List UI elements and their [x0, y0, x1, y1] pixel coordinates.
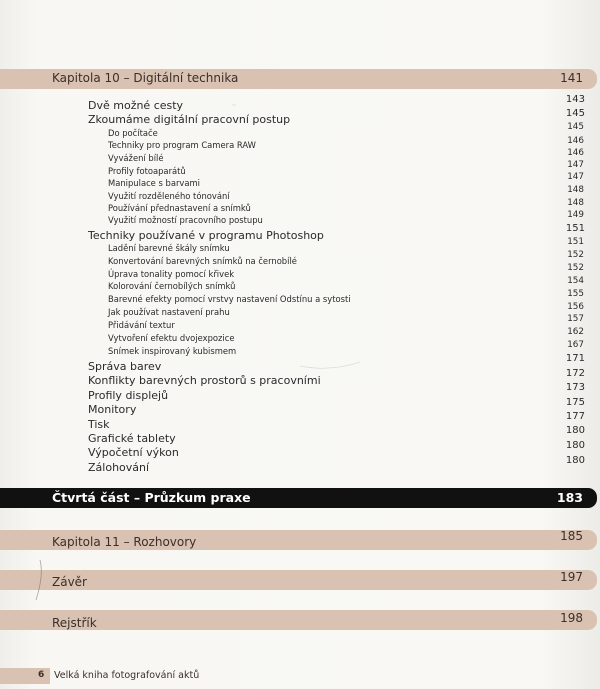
- toc-page: 157: [567, 314, 584, 324]
- toc-page: 148: [567, 198, 584, 208]
- toc-subentry[interactable]: Jak používat nastavení prahu: [108, 307, 230, 317]
- toc-page: 180: [565, 455, 585, 466]
- chapter-10-page: 141: [560, 71, 583, 85]
- toc-subentry[interactable]: Ladění barevné škály snímku: [108, 243, 230, 253]
- conclusion-page: 197: [560, 570, 583, 584]
- toc-subentry[interactable]: Konvertování barevných snímků na černobílé: [108, 256, 297, 266]
- toc-entry[interactable]: Správa barev: [88, 360, 162, 373]
- toc-page: 145: [565, 108, 585, 119]
- toc-page: 156: [567, 302, 584, 312]
- part-4-page: 183: [556, 490, 583, 505]
- toc-subentry[interactable]: Využití rozděleného tónování: [108, 191, 230, 201]
- toc-subentry[interactable]: Používání přednastavení a snímků: [108, 203, 251, 213]
- footer-page-number: 6: [38, 670, 45, 680]
- toc-page: 152: [567, 263, 584, 273]
- toc-page: 146: [567, 148, 584, 158]
- toc-subentry[interactable]: Snímek inspirovaný kubismem: [108, 346, 237, 356]
- chapter-11-header[interactable]: [0, 530, 597, 550]
- toc-entry[interactable]: Konflikty barevných prostorů s pracovními: [88, 374, 321, 387]
- toc-page: 162: [567, 327, 584, 337]
- toc-entry[interactable]: Monitory: [88, 403, 137, 416]
- toc-page: 143: [565, 94, 585, 105]
- index-title: Rejstřík: [52, 616, 97, 630]
- toc-subentry[interactable]: Využití možností pracovního postupu: [108, 215, 263, 225]
- toc-page: 146: [567, 136, 584, 146]
- toc-entry[interactable]: Výpočetní výkon: [88, 446, 179, 459]
- toc-page: 180: [565, 440, 585, 451]
- toc-page: 167: [567, 340, 584, 350]
- toc-page: 152: [567, 250, 584, 260]
- toc-page: 175: [565, 397, 585, 408]
- chapter-11-page: 185: [560, 529, 583, 543]
- toc-subentry[interactable]: Profily fotoaparátů: [108, 166, 186, 176]
- toc-entry[interactable]: Techniky používané v programu Photoshop: [88, 229, 324, 242]
- toc-subentry[interactable]: Techniky pro program Camera RAW: [108, 140, 256, 150]
- toc-entry[interactable]: Grafické tablety: [88, 432, 176, 445]
- footer-book-title: Velká kniha fotografování aktů: [54, 670, 200, 681]
- conclusion-title: Závěr: [52, 575, 87, 589]
- toc-page: 155: [567, 289, 584, 299]
- toc-page: 145: [567, 122, 584, 132]
- toc-subentry[interactable]: Manipulace s barvami: [108, 178, 200, 188]
- toc-page: 151: [567, 237, 584, 247]
- toc-page: 172: [565, 368, 585, 379]
- conclusion-header[interactable]: [0, 570, 597, 590]
- toc-subentry[interactable]: Vyvážení bílé: [108, 153, 164, 163]
- toc-page: 147: [567, 172, 584, 182]
- toc-subentry[interactable]: Do počítače: [108, 128, 158, 138]
- chapter-10-title: Kapitola 10 – Digitální technika: [52, 71, 239, 85]
- toc-subentry[interactable]: Vytvoření efektu dvojexpozice: [108, 333, 235, 343]
- part-4-title: Čtvrtá část – Průzkum praxe: [52, 490, 251, 505]
- toc-subentry[interactable]: Kolorování černobílých snímků: [108, 281, 236, 291]
- toc-subentry[interactable]: Barevné efekty pomocí vrstvy nastavení Odstínu a sytosti: [108, 294, 351, 304]
- chapter-11-title: Kapitola 11 – Rozhovory: [52, 535, 197, 549]
- part-4-header[interactable]: [0, 488, 597, 508]
- toc-page: 171: [565, 353, 585, 364]
- toc-subentry[interactable]: Přidávání textur: [108, 320, 175, 330]
- toc-page: 148: [567, 185, 584, 195]
- toc-page: 173: [565, 382, 585, 393]
- toc-entry[interactable]: Zálohování: [88, 461, 150, 474]
- toc-page: 154: [567, 276, 584, 286]
- toc-page: 177: [565, 411, 585, 422]
- toc-subentry[interactable]: Úprava tonality pomocí křivek: [108, 269, 235, 279]
- toc-entry[interactable]: Zkoumáme digitální pracovní postup: [88, 113, 291, 126]
- toc-page: 147: [567, 160, 584, 170]
- toc-page: 180: [565, 425, 585, 436]
- index-page: 198: [560, 611, 583, 625]
- toc-page: 149: [567, 210, 584, 220]
- toc-entry[interactable]: Tisk: [88, 418, 110, 431]
- toc-entry[interactable]: Profily displejů: [88, 389, 169, 402]
- toc-entry[interactable]: Dvě možné cesty: [88, 99, 184, 112]
- index-header[interactable]: [0, 610, 597, 630]
- toc-page: 151: [565, 223, 585, 234]
- chapter-10-header[interactable]: [0, 69, 597, 89]
